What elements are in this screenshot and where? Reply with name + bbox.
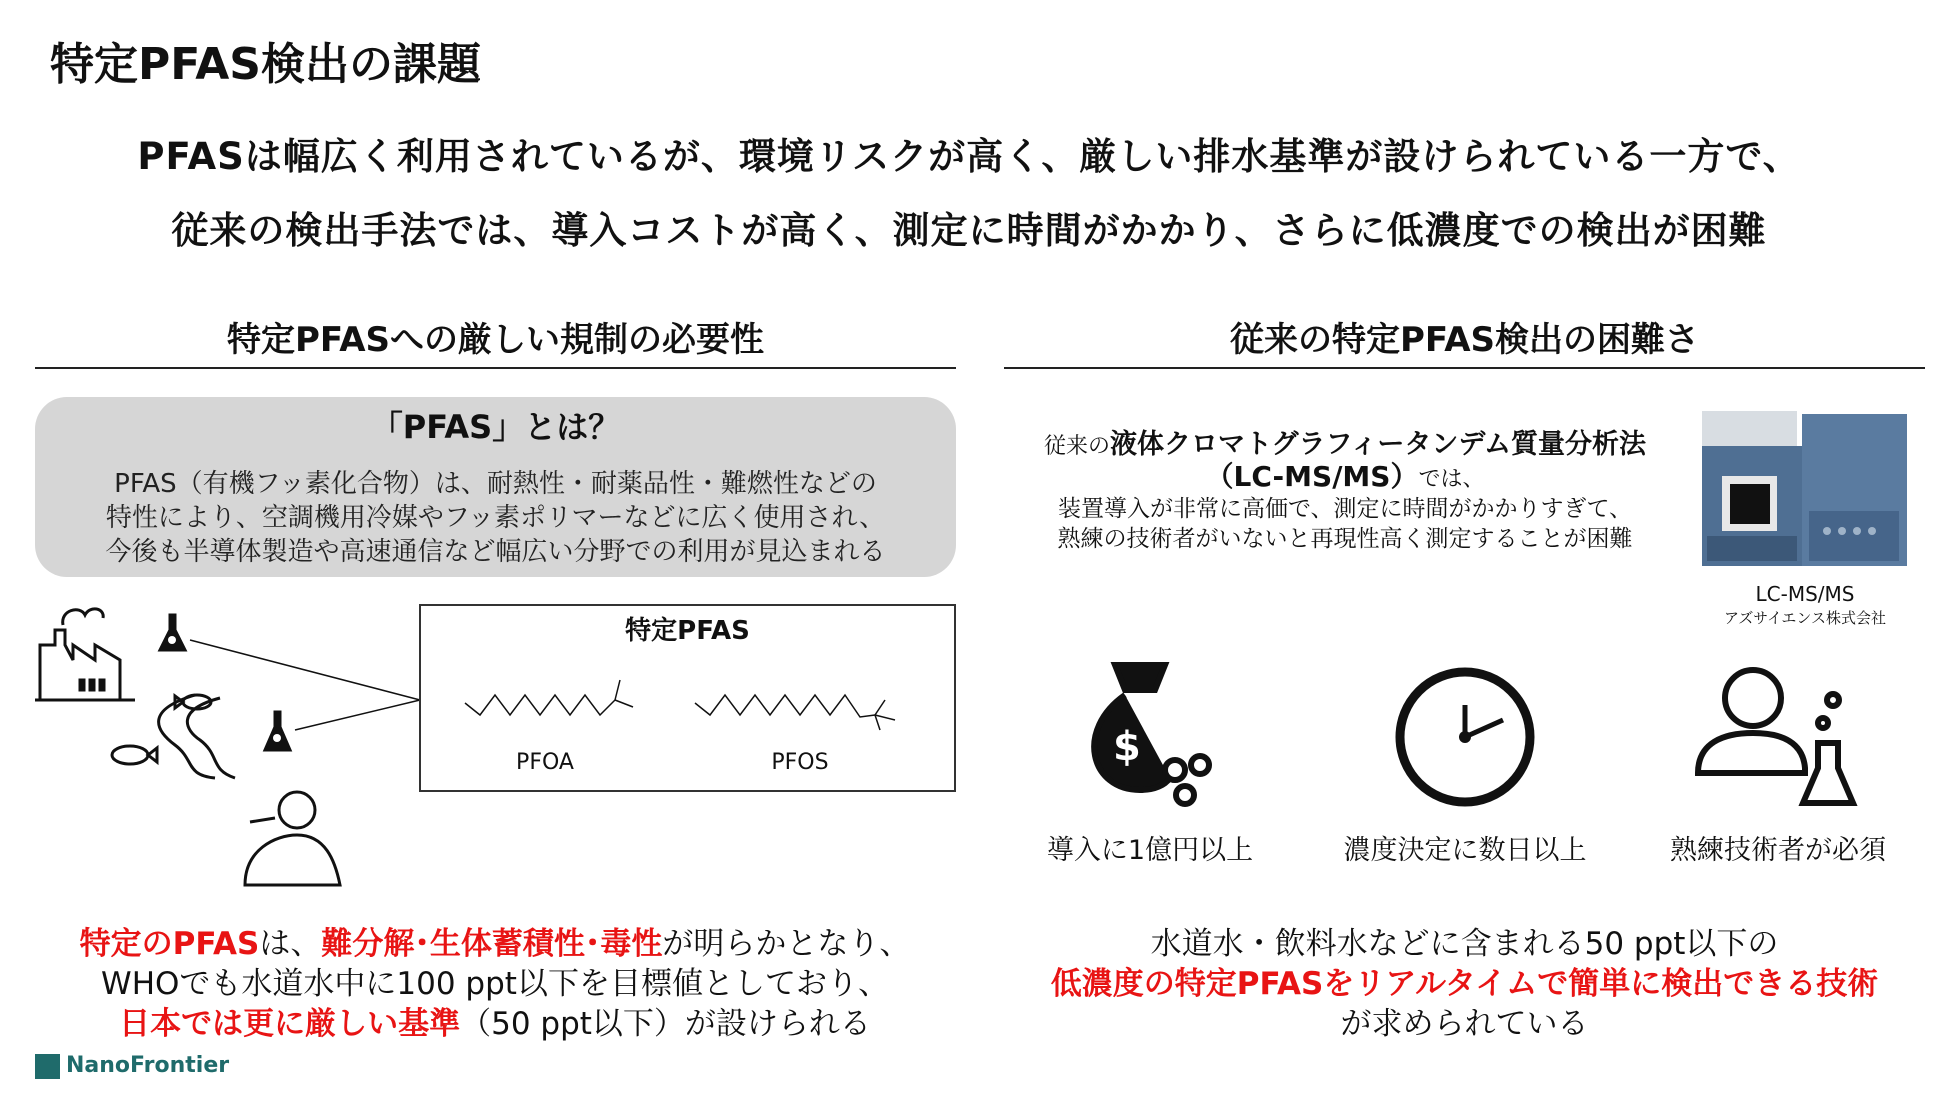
cost-label: 導入に1億円以上 <box>1046 835 1254 866</box>
right-conclusion-emphasis: 低濃度の特定PFASをリアルタイムで簡単に検出できる技術 <box>1050 966 1879 1002</box>
right-conclusion-line: が求められている <box>1340 1006 1589 1042</box>
fish-icon <box>112 746 157 764</box>
left-conclusion-line <box>0 998 990 1043</box>
lcms-description-line <box>1000 455 1690 495</box>
red-emphasis: 難分解･生体蓄積性･毒性 <box>321 926 663 962</box>
lcms-instrument-image <box>1697 406 1912 571</box>
person-drinking-icon <box>245 792 340 885</box>
red-emphasis: 日本では更に厳しい基準 <box>119 1006 461 1042</box>
company-logo-text: NanoFrontier <box>66 1053 230 1078</box>
lcms-description-line: 熟練の技術者がいないと再現性高く測定することが困難 <box>1057 526 1633 552</box>
specific-pfas-title: 特定PFAS <box>625 616 750 646</box>
pollution-illustration <box>35 600 425 895</box>
river-icon <box>159 695 235 778</box>
image-caption: LC-MS/MS <box>1755 582 1855 606</box>
text: では、 <box>1418 467 1485 492</box>
skill-label: 熟練技術者が必須 <box>1670 835 1886 866</box>
money-bag-icon <box>1085 660 1220 810</box>
left-divider <box>35 367 956 369</box>
left-conclusion-line: WHOでも水道水中に100 ppt以下を目標値としており、 <box>101 966 889 1002</box>
subtitle-line-2: 従来の検出手法では、導入コストが高く、測定に時間がかかり、さらに低濃度での検出が困難 <box>171 209 1767 252</box>
clock-icon <box>1393 665 1538 810</box>
lcms-description-line: 装置導入が非常に高価で、測定に時間がかかりすぎて、 <box>1057 496 1633 522</box>
svg-text:$: $ <box>1113 724 1141 770</box>
page-title: 特定PFAS検出の課題 <box>50 39 481 90</box>
right-heading: 従来の特定PFAS検出の困難さ <box>1229 320 1700 360</box>
subtitle-line-1: PFASは幅広く利用されているが、環境リスクが高く、厳しい排水基準が設けられている一方で、 <box>137 135 1801 178</box>
method-abbr: （LC-MS/MS） <box>1205 460 1419 493</box>
pfas-structures <box>455 665 935 740</box>
time-label: 濃度決定に数日以上 <box>1343 835 1587 866</box>
method-name: 液体クロマトグラフィータンデム質量分析法 <box>1110 429 1646 460</box>
image-credit: アズサイエンス株式会社 <box>1723 609 1886 627</box>
technician-icon <box>1693 658 1863 813</box>
right-conclusion-line: 水道水・飲料水などに含まれる50 ppt以下の <box>1150 926 1779 962</box>
red-emphasis: 特定のPFAS <box>79 926 260 962</box>
text: （50 ppt以下）が設けられる <box>460 1006 871 1042</box>
pfos-structure <box>695 695 895 730</box>
text: は、 <box>259 926 322 962</box>
pfas-box-line: 今後も半導体製造や高速通信など幅広い分野での利用が見込まれる <box>105 537 886 567</box>
text: が明らかとなり、 <box>662 926 911 962</box>
pfoa-structure <box>465 680 633 715</box>
poison-flask-icon <box>160 615 185 650</box>
pfas-box-line: 特性により、空調機用冷媒やフッ素ポリマーなどに広く使用され、 <box>105 503 886 533</box>
pfas-box-line: PFAS（有機フッ素化合物）は、耐熱性・耐薬品性・難燃性などの <box>114 469 877 499</box>
right-divider <box>1004 367 1925 369</box>
factory-icon <box>35 609 135 700</box>
logo-mark-icon <box>35 1054 60 1079</box>
pfas-box-title: 「PFAS」とは？ <box>370 408 621 446</box>
pfos-label: PFOS <box>771 750 829 775</box>
pfoa-label: PFOA <box>516 750 574 775</box>
left-conclusion-line <box>0 918 990 963</box>
text: 従来の <box>1044 434 1111 459</box>
left-heading: 特定PFASへの厳しい規制の必要性 <box>226 320 765 360</box>
poison-flask-icon <box>265 712 290 750</box>
